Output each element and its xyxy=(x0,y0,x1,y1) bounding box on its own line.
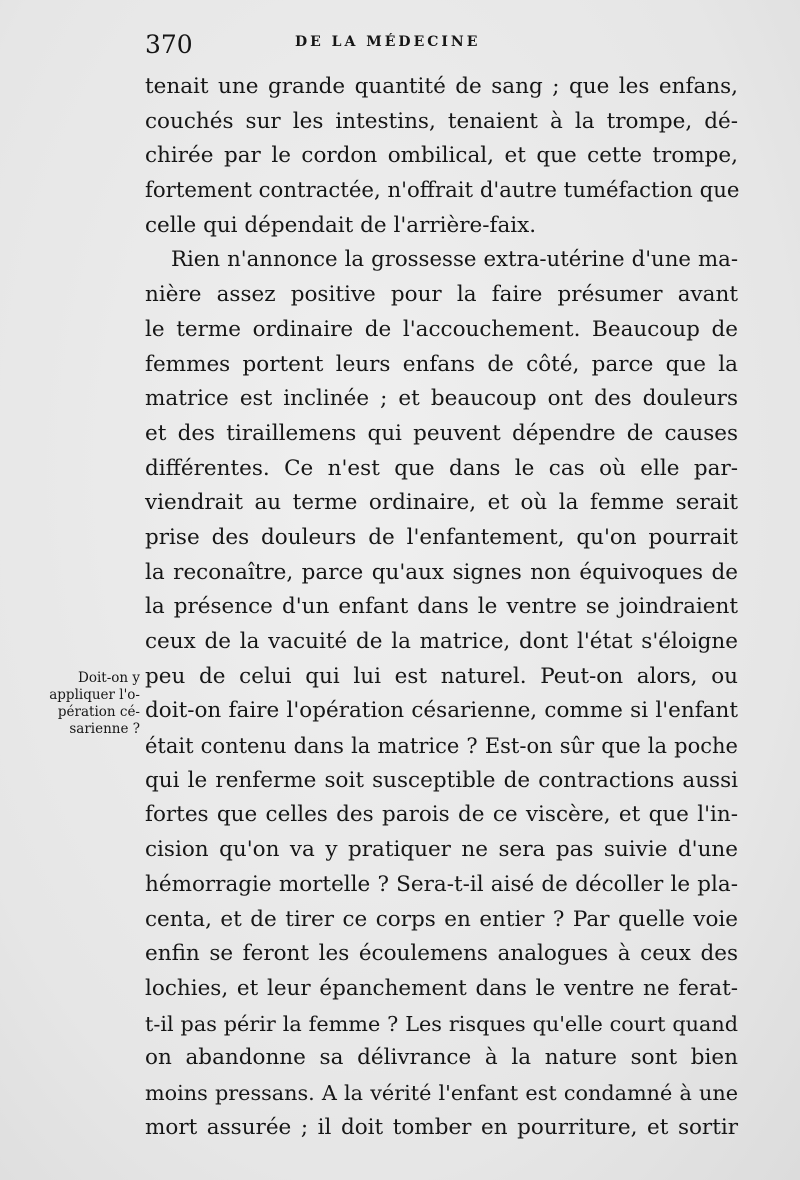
text-line: on abandonne sa délivrance à la nature sont bien xyxy=(145,1045,738,1071)
text-line: et des tiraillemens qui peuvent dépendre de causes xyxy=(145,420,738,446)
text-line: doit-on faire l'opération césarienne, comme si l'enfant xyxy=(145,698,738,724)
text-line: ceux de la vacuité de la matrice, dont l'état s'éloigne xyxy=(145,629,738,654)
text-line: cision qu'on va y pratiquer ne sera pas suivie d'une xyxy=(145,837,738,863)
text-line: viendrait au terme ordinaire, et où la femme serait xyxy=(145,490,738,516)
running-title: DE LA MÉDECINE xyxy=(295,34,481,50)
text-line: centa, et de tirer ce corps en entier ? Par quelle voie xyxy=(145,906,738,932)
text-line: femmes portent leurs enfans de côté, parce que la xyxy=(145,351,738,377)
text-line: différentes. Ce n'est que dans le cas où elle par- xyxy=(145,455,738,481)
margin-note-line: appliquer l'o- xyxy=(49,687,140,703)
body-text xyxy=(145,70,738,1145)
text-line: nière assez positive pour la faire présumer avant xyxy=(145,282,738,308)
text-line: chirée par le cordon ombilical, et que cette trompe, xyxy=(145,143,738,169)
text-line: celle qui dépendait de l'arrière-faix. xyxy=(145,212,537,238)
text-line: moins pressans. A la vérité l'enfant est condamné à une xyxy=(145,1080,738,1105)
margin-note-line: Doit-on y xyxy=(78,670,140,686)
text-line: fortes que celles des parois de ce viscère, et que l'in- xyxy=(145,802,738,828)
text-line: enfin se feront les écoulemens analogues à ceux des xyxy=(145,941,738,967)
text-line: Rien n'annonce la grossesse extra-utérine d'une ma- xyxy=(171,247,738,273)
text-line: la présence d'un enfant dans le ventre se joindraient xyxy=(145,594,738,620)
text-line: tenait une grande quantité de sang ; que les enfans, xyxy=(145,74,738,99)
text-line: fortement contractée, n'offrait d'autre tuméfaction que xyxy=(145,178,740,204)
text-line: t-il pas périr la femme ? Les risques qu'elle court quand xyxy=(145,1011,738,1036)
text-line: peu de celui qui lui est naturel. Peut-on alors, ou xyxy=(145,663,738,689)
margin-note xyxy=(28,670,140,738)
margin-note-line: sarienne ? xyxy=(69,721,140,737)
text-line: prise des douleurs de l'enfantement, qu'on pourrait xyxy=(145,524,738,550)
text-line: la reconaître, parce qu'aux signes non équivoques de xyxy=(145,559,738,585)
text-line: qui le renferme soit susceptible de contractions aussi xyxy=(145,767,738,793)
page-number: 370 xyxy=(145,30,193,59)
text-line: matrice est inclinée ; et beaucoup ont des douleurs xyxy=(145,386,738,412)
text-line: était contenu dans la matrice ? Est-on sûr que la poche xyxy=(145,734,738,759)
text-line: le terme ordinaire de l'accouchement. Beaucoup de xyxy=(145,316,738,342)
text-line: lochies, et leur épanchement dans le ventre ne ferat- xyxy=(145,975,738,1001)
page-header xyxy=(145,30,740,60)
text-line: couchés sur les intestins, tenaient à la trompe, dé- xyxy=(145,108,738,134)
text-line: mort assurée ; il doit tomber en pourriture, et sortir xyxy=(145,1114,738,1140)
text-line: hémorragie mortelle ? Sera-t-il aisé de décoller le pla- xyxy=(145,871,738,897)
margin-note-line: pération cé- xyxy=(57,704,140,720)
